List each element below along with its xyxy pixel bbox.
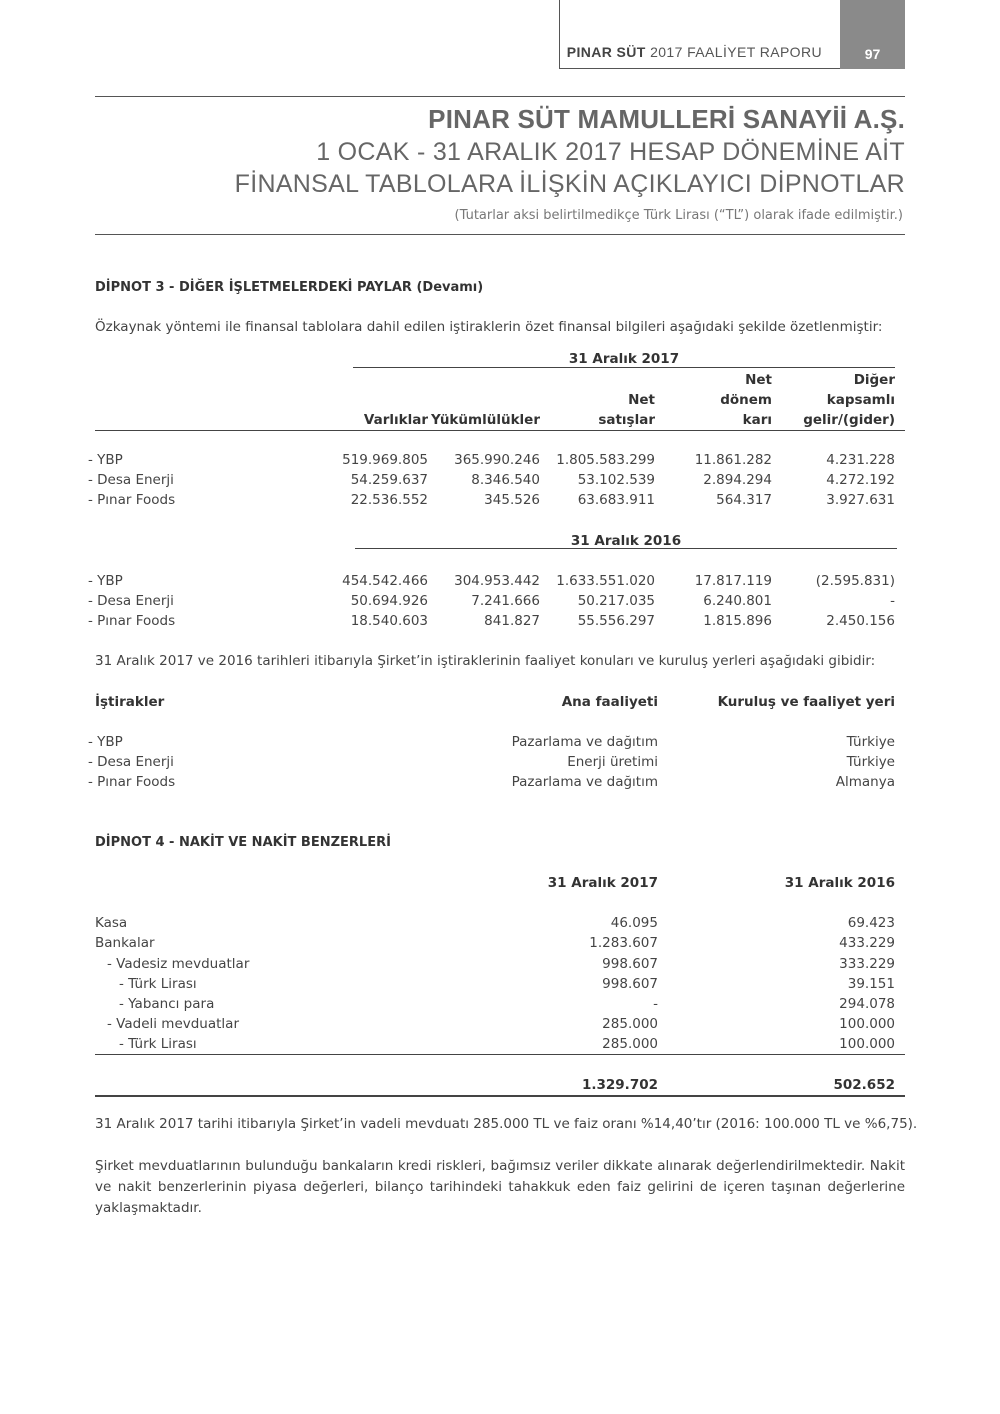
cash-2017-value: 285.000	[602, 1016, 658, 1032]
affiliate-location: Türkiye	[846, 734, 895, 750]
profit-value: 17.817.119	[694, 573, 772, 589]
note3-title: DİPNOT 3 - DİĞER İŞLETMELERDEKİ PAYLAR (Devamı)	[95, 280, 484, 295]
liabilities-value: 7.241.666	[471, 593, 540, 609]
sales-value: 1.633.551.020	[556, 573, 655, 589]
liabilities-value: 365.990.246	[454, 452, 540, 468]
title-top-rule	[95, 96, 905, 97]
total-top-rule	[95, 1054, 905, 1055]
period-2017-rule	[353, 367, 895, 368]
oci-value: 4.231.228	[826, 452, 895, 468]
profit-value: 1.815.896	[703, 613, 772, 629]
liabilities-value: 345.526	[484, 492, 540, 508]
liabilities-value: 8.346.540	[471, 472, 540, 488]
col-liabilities: Yükümlülükler	[431, 412, 540, 428]
cash-total-2016: 502.652	[833, 1077, 895, 1093]
note4-title: DİPNOT 4 - NAKİT VE NAKİT BENZERLERİ	[95, 835, 391, 850]
entity-name: - Pınar Foods	[88, 613, 176, 629]
sales-value: 55.556.297	[577, 613, 655, 629]
cash-label: - Yabancı para	[119, 996, 215, 1012]
cash-total-2017: 1.329.702	[581, 1077, 658, 1093]
sales-value: 53.102.539	[577, 472, 655, 488]
col-oci-1: Diğer	[853, 372, 895, 388]
liabilities-value: 841.827	[484, 613, 540, 629]
affiliate-name: - Desa Enerji	[88, 754, 174, 770]
profit-value: 564.317	[716, 492, 772, 508]
cash-2016-value: 69.423	[847, 915, 895, 931]
activity-header-name: İştirakler	[95, 694, 165, 710]
cash-2016-value: 433.229	[839, 935, 895, 951]
title-bottom-rule	[95, 234, 905, 235]
cash-label: - Vadesiz mevduatlar	[107, 956, 250, 972]
col-assets: Varlıklar	[363, 412, 428, 428]
period-2016-rule	[355, 548, 897, 549]
activity-header-activity: Ana faaliyeti	[561, 694, 658, 710]
credit-risk-note: Şirket mevduatlarının bulunduğu bankaların kredi riskleri, bağımsız veriler dikkate alınarak değerlendirilmektedir. Nakit ve nakit benzerlerinin piyasa değerleri, bilanço tarihindeki tahakkuk eden faiz gelirini de içeren taşınan değerlerine yaklaşmaktadır.	[95, 1158, 905, 1216]
cash-col-2017: 31 Aralık 2017	[547, 875, 658, 891]
affiliate-location: Almanya	[835, 774, 895, 790]
currency-note: (Tutarlar aksi belirtilmedikçe Türk Lirası (“TL”) olarak ifade edilmiştir.)	[454, 208, 903, 223]
running-header	[559, 44, 840, 60]
assets-value: 50.694.926	[350, 593, 428, 609]
oci-value: 2.450.156	[826, 613, 895, 629]
assets-value: 54.259.637	[350, 472, 428, 488]
cash-2016-value: 100.000	[839, 1016, 895, 1032]
col-oci-2: kapsamlı	[826, 392, 895, 408]
assets-value: 519.969.805	[342, 452, 428, 468]
page-number: 97	[840, 0, 905, 69]
affiliate-activity: Pazarlama ve dağıtım	[511, 774, 658, 790]
cash-2017-value: 285.000	[602, 1036, 658, 1052]
affiliate-location: Türkiye	[846, 754, 895, 770]
deposit-note: 31 Aralık 2017 tarihi itibarıyla Şirket’in vadeli mevduatı 285.000 TL ve faiz oranı %14,40’tır (2016: 100.000 TL ve %6,75).	[95, 1116, 918, 1132]
header-company: PINAR SÜT	[566, 44, 646, 60]
cash-2016-value: 39.151	[847, 976, 895, 992]
oci-value: -	[890, 593, 895, 609]
col-profit-3: karı	[742, 412, 772, 428]
profit-value: 11.861.282	[694, 452, 772, 468]
activity-intro: 31 Aralık 2017 ve 2016 tarihleri itibarıyla Şirket’in iştiraklerinin faaliyet konuları ve kuruluş yerleri aşağıdaki gibidir:	[95, 653, 876, 669]
cash-2017-value: 1.283.607	[589, 935, 658, 951]
entity-name: - Desa Enerji	[88, 472, 174, 488]
affiliate-activity: Pazarlama ve dağıtım	[511, 734, 658, 750]
oci-value: (2.595.831)	[815, 573, 895, 589]
oci-value: 3.927.631	[826, 492, 895, 508]
assets-value: 22.536.552	[350, 492, 428, 508]
sales-value: 50.217.035	[577, 593, 655, 609]
cash-2016-value: 333.229	[839, 956, 895, 972]
cash-label: Kasa	[95, 915, 128, 931]
cash-2017-value: 998.607	[602, 976, 658, 992]
profit-value: 6.240.801	[703, 593, 772, 609]
entity-name: - YBP	[88, 452, 123, 468]
cash-2017-value: 46.095	[610, 915, 658, 931]
col-oci-3: gelir/(gider)	[803, 412, 895, 428]
cash-label: - Vadeli mevduatlar	[107, 1016, 240, 1032]
cash-2017-value: -	[653, 996, 658, 1012]
cash-col-2016: 31 Aralık 2016	[784, 875, 895, 891]
table-header-rule	[95, 430, 905, 431]
entity-name: - Pınar Foods	[88, 492, 176, 508]
total-bottom-rule	[95, 1095, 905, 1097]
entity-name: - Desa Enerji	[88, 593, 174, 609]
entity-name: - YBP	[88, 573, 123, 589]
cash-2017-value: 998.607	[602, 956, 658, 972]
cash-label: - Türk Lirası	[119, 1036, 197, 1052]
activity-header-location: Kuruluş ve faaliyet yeri	[717, 694, 895, 710]
cash-label: Bankalar	[95, 935, 155, 951]
assets-value: 454.542.466	[342, 573, 428, 589]
profit-value: 2.894.294	[703, 472, 772, 488]
header-report: 2017 FAALİYET RAPORU	[650, 44, 822, 60]
col-sales-1: Net	[628, 392, 655, 408]
col-sales-2: satışlar	[598, 412, 655, 428]
company-title: PINAR SÜT MAMULLERİ SANAYİİ A.Ş.	[428, 104, 905, 134]
liabilities-value: 304.953.442	[454, 573, 540, 589]
doc-title: FİNANSAL TABLOLARA İLİŞKİN AÇIKLAYICI DİPNOTLAR	[234, 170, 905, 198]
affiliate-name: - YBP	[88, 734, 123, 750]
period-2016-header: 31 Aralık 2016	[570, 533, 682, 549]
affiliate-name: - Pınar Foods	[88, 774, 176, 790]
sales-value: 1.805.583.299	[556, 452, 655, 468]
oci-value: 4.272.192	[826, 472, 895, 488]
cash-2016-value: 100.000	[839, 1036, 895, 1052]
note3-intro: Özkaynak yöntemi ile finansal tablolara dahil edilen iştiraklerin özet finansal bilgileri aşağıdaki şekilde özetlenmiştir:	[95, 319, 883, 335]
sales-value: 63.683.911	[577, 492, 655, 508]
cash-2016-value: 294.078	[839, 996, 895, 1012]
affiliate-activity: Enerji üretimi	[567, 754, 658, 770]
col-profit-1: Net	[745, 372, 772, 388]
col-profit-2: dönem	[720, 392, 772, 408]
assets-value: 18.540.603	[350, 613, 428, 629]
period-title: 1 OCAK - 31 ARALIK 2017 HESAP DÖNEMİNE AİT	[316, 138, 905, 166]
period-2017-header: 31 Aralık 2017	[568, 351, 680, 367]
cash-label: - Türk Lirası	[119, 976, 197, 992]
